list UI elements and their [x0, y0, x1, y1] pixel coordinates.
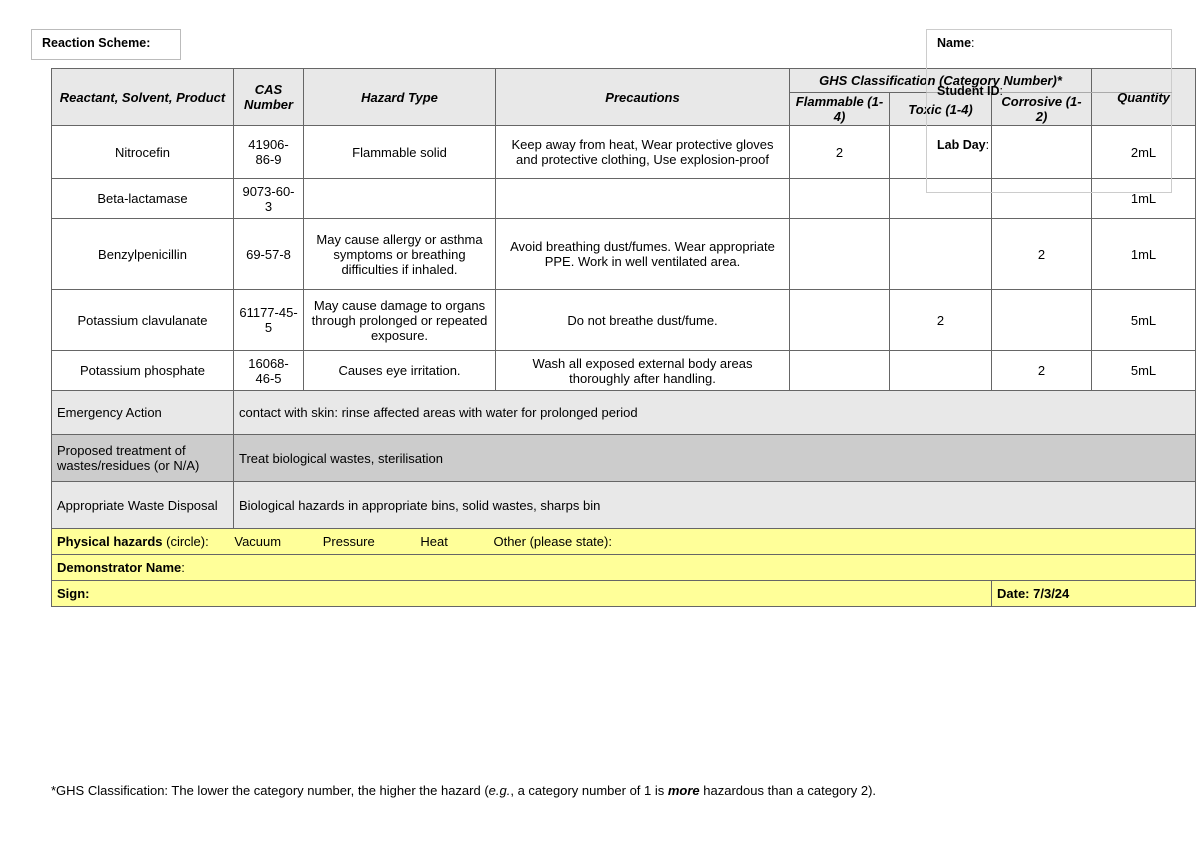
demonstrator-row	[52, 555, 1196, 581]
precautions[interactable]: Do not breathe dust/fume.	[496, 290, 790, 351]
quantity-value[interactable]: 5mL	[1092, 351, 1196, 391]
header-hazard: Hazard Type	[304, 69, 496, 126]
hazard-type[interactable]: Causes eye irritation.	[304, 351, 496, 391]
table-row	[52, 219, 1196, 290]
header-corrosive: Corrosive (1-2)	[992, 93, 1092, 126]
student-id-label: Student ID	[937, 84, 1000, 98]
corrosive-value[interactable]: 2	[992, 351, 1092, 391]
precautions[interactable]: Wash all exposed external body areas thoroughly after handling.	[496, 351, 790, 391]
footnote-part1: *GHS Classification: The lower the category number, the higher the hazard (	[51, 783, 489, 798]
footnote-eg: e.g.	[488, 783, 511, 798]
table-row	[52, 351, 1196, 391]
quantity-value[interactable]: 2mL	[1092, 126, 1196, 179]
cas-number[interactable]: 16068-46-5	[234, 351, 304, 391]
corrosive-value[interactable]	[992, 290, 1092, 351]
flammable-value[interactable]: 2	[790, 126, 890, 179]
hazard-type[interactable]	[304, 179, 496, 219]
demonstrator-cell[interactable]	[52, 555, 1196, 581]
disposal-value[interactable]: Biological hazards in appropriate bins, solid wastes, sharps bin	[234, 482, 1196, 529]
flammable-value[interactable]	[790, 290, 890, 351]
disposal-row	[52, 482, 1196, 529]
sign-row	[52, 581, 1196, 607]
header-quantity: Quantity	[1092, 69, 1196, 126]
header-ghs: GHS Classification (Category Number)*	[790, 69, 1092, 93]
header-cas: CAS Number	[234, 69, 304, 126]
quantity-value[interactable]: 1mL	[1092, 179, 1196, 219]
reaction-scheme-box[interactable]	[31, 29, 181, 60]
student-info-box	[926, 29, 1172, 193]
flammable-value[interactable]	[790, 219, 890, 290]
name-colon: :	[971, 36, 975, 50]
flammable-value[interactable]	[790, 179, 890, 219]
reactant-name[interactable]: Potassium phosphate	[52, 351, 234, 391]
quantity-value[interactable]: 1mL	[1092, 219, 1196, 290]
name-field[interactable]	[937, 36, 975, 50]
cas-number[interactable]: 9073-60-3	[234, 179, 304, 219]
hazard-type[interactable]: Flammable solid	[304, 126, 496, 179]
physical-hazards-hint: (circle):	[166, 534, 209, 549]
cas-number[interactable]: 61177-45-5	[234, 290, 304, 351]
treatment-label: Proposed treatment of wastes/residues (or N/A)	[52, 435, 234, 482]
treatment-value[interactable]: Treat biological wastes, sterilisation	[234, 435, 1196, 482]
hazard-type[interactable]: May cause allergy or asthma symptoms or breathing difficulties if inhaled.	[304, 219, 496, 290]
reactant-name[interactable]: Beta-lactamase	[52, 179, 234, 219]
date-label[interactable]: Date: 7/3/24	[992, 581, 1196, 607]
cas-number[interactable]: 69-57-8	[234, 219, 304, 290]
lab-day-field[interactable]	[937, 138, 989, 152]
header-flammable: Flammable (1-4)	[790, 93, 890, 126]
reaction-scheme-label: Reaction Scheme:	[42, 36, 151, 50]
precautions[interactable]: Avoid breathing dust/fumes. Wear appropriate PPE. Work in well ventilated area.	[496, 219, 790, 290]
reactant-name[interactable]: Potassium clavulanate	[52, 290, 234, 351]
reactant-name[interactable]: Benzylpenicillin	[52, 219, 234, 290]
footnote-more: more	[667, 783, 700, 798]
footnote-part3: hazardous than a category 2).	[699, 783, 877, 798]
physical-hazards-cell[interactable]	[52, 529, 1196, 555]
student-id-field[interactable]	[937, 84, 1003, 98]
option-heat[interactable]: Heat	[420, 534, 448, 549]
toxic-value[interactable]	[890, 351, 992, 391]
ghs-footnote	[51, 783, 876, 798]
sign-label[interactable]: Sign:	[52, 581, 992, 607]
emergency-value[interactable]: contact with skin: rinse affected areas with water for prolonged period	[234, 391, 1196, 435]
reactant-name[interactable]: Nitrocefin	[52, 126, 234, 179]
option-pressure[interactable]: Pressure	[322, 534, 375, 549]
flammable-value[interactable]	[790, 351, 890, 391]
option-other[interactable]: Other (please state):	[493, 534, 612, 549]
table-row	[52, 290, 1196, 351]
physical-hazards-label: Physical hazards	[57, 534, 163, 549]
student-id-colon: :	[999, 84, 1003, 98]
toxic-value[interactable]: 2	[890, 290, 992, 351]
lab-day-colon: :	[985, 138, 990, 152]
precautions[interactable]: Keep away from heat, Wear protective gloves and protective clothing, Use explosion-proof	[496, 126, 790, 179]
toxic-value[interactable]	[890, 219, 992, 290]
precautions[interactable]	[496, 179, 790, 219]
header-precautions: Precautions	[496, 69, 790, 126]
quantity-value[interactable]: 5mL	[1092, 290, 1196, 351]
demonstrator-label: Demonstrator Name	[57, 560, 182, 575]
demonstrator-colon: :	[181, 560, 185, 575]
disposal-label: Appropriate Waste Disposal	[52, 482, 234, 529]
emergency-label: Emergency Action	[52, 391, 234, 435]
header-reactant: Reactant, Solvent, Product	[52, 69, 234, 126]
hazard-type[interactable]: May cause damage to organs through prolonged or repeated exposure.	[304, 290, 496, 351]
lab-day-label: Lab Day	[937, 138, 986, 152]
emergency-row	[52, 391, 1196, 435]
header-toxic: Toxic (1-4)	[890, 93, 992, 126]
name-label: Name	[937, 36, 972, 50]
option-vacuum[interactable]: Vacuum	[234, 534, 282, 549]
treatment-row	[52, 435, 1196, 482]
footnote-part2: , a category number of 1 is	[510, 783, 668, 798]
corrosive-value[interactable]: 2	[992, 219, 1092, 290]
physical-hazards-row	[52, 529, 1196, 555]
cas-number[interactable]: 41906-86-9	[234, 126, 304, 179]
